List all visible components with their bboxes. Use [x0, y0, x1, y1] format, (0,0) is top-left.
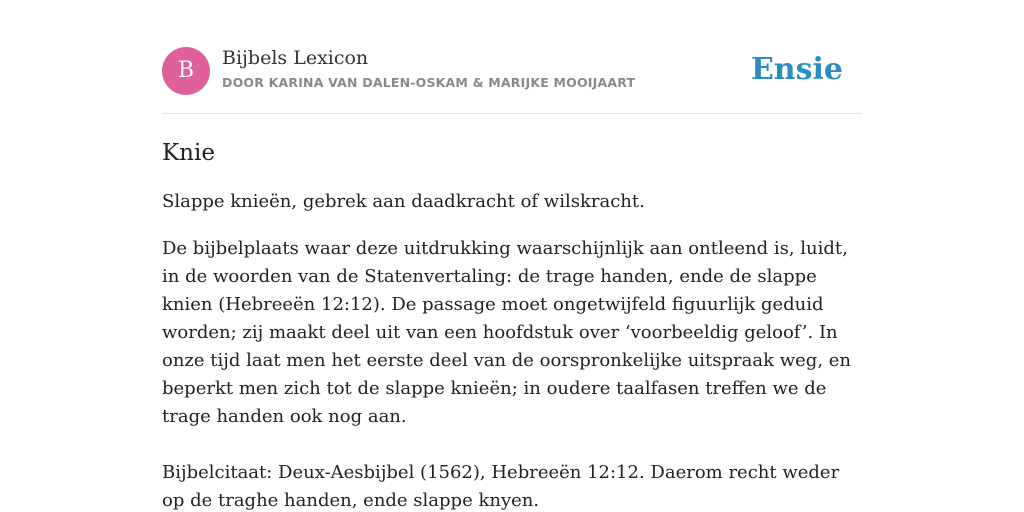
lexicon-title-link[interactable]: Bijbels Lexicon	[222, 47, 369, 69]
brand-logo[interactable]: Ensie	[750, 52, 843, 87]
entry-citation: Bijbelcitaat: Deux-Aesbijbel (1562), Hebreeën 12:12. Daerom recht weder op de traghe handen, ende slappe knyen.	[162, 462, 840, 511]
header	[162, 46, 862, 96]
lexicon-meta	[222, 46, 635, 90]
entry-title: Knie	[162, 140, 215, 166]
entry-content	[162, 138, 862, 512]
entry-body: De bijbelplaats waar deze uitdrukking waarschijnlijk aan ontleend is, luidt, in de woorden van de Statenvertaling: de trage handen, ende de slappe knien (Hebreeën 12:12). De passage moet ongetwijfeld figuurlijk geduid worden; zij maakt deel uit van een hoofdstuk over ‘voorbeeldig geloof’. In onze tijd laat men het eerste deel van de oorspronkelijke uitspraak weg, en beperkt men zich tot de slappe knieën; in oudere taalfasen treffen we de trage handen ook nog aan.	[162, 238, 852, 427]
lexicon-avatar[interactable]: B	[162, 47, 210, 95]
header-divider	[162, 113, 862, 114]
authors-byline: DOOR KARINA VAN DALEN-OSKAM & MARIJKE MOOIJAART	[222, 75, 636, 90]
entry-summary: Slappe knieën, gebrek aan daadkracht of wilskracht.	[162, 191, 645, 212]
